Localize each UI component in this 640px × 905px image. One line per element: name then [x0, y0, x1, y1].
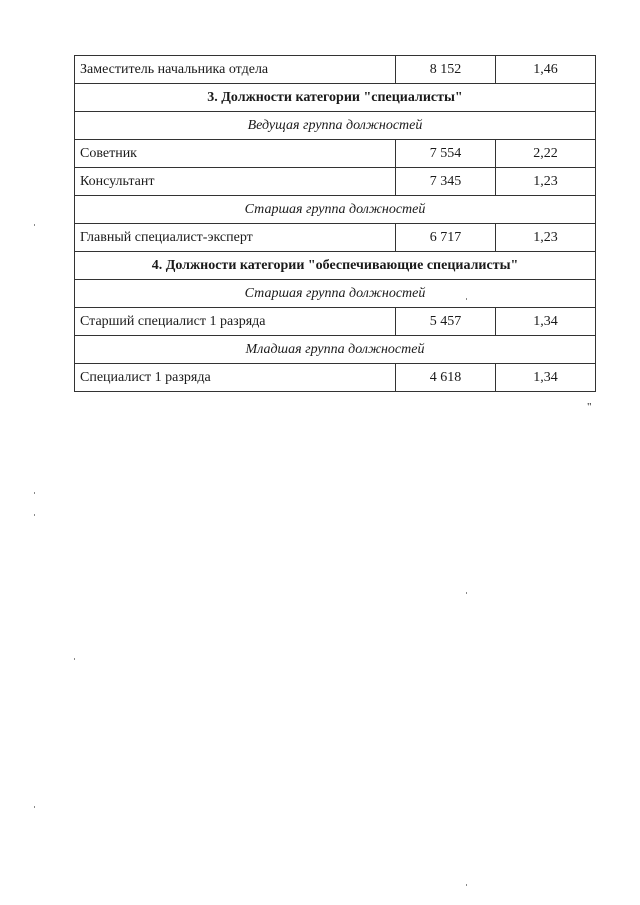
position-name-cell: Специалист 1 разряда	[75, 364, 396, 392]
group-heading: Старшая группа должностей	[75, 196, 596, 224]
position-name-cell: Старший специалист 1 разряда	[75, 308, 396, 336]
position-name-cell: Заместитель начальника отдела	[75, 56, 396, 84]
coefficient-cell: 1,23	[496, 168, 596, 196]
scan-speck	[34, 514, 35, 516]
coefficient-cell: 1,23	[496, 224, 596, 252]
group-header-row	[75, 336, 596, 364]
group-heading: Старшая группа должностей	[75, 280, 596, 308]
scan-speck	[34, 492, 35, 494]
section-heading: 3. Должности категории "специалисты"	[75, 84, 596, 112]
group-header-row	[75, 280, 596, 308]
coefficient-cell: 1,34	[496, 308, 596, 336]
section-header-row	[75, 252, 596, 280]
scan-speck	[74, 658, 75, 660]
group-header-row	[75, 112, 596, 140]
coefficient-cell: 1,34	[496, 364, 596, 392]
salary-table	[74, 55, 596, 392]
salary-cell: 6 717	[396, 224, 496, 252]
position-name-cell: Консультант	[75, 168, 396, 196]
closing-quote-mark: "	[587, 401, 592, 413]
group-heading: Младшая группа должностей	[75, 336, 596, 364]
coefficient-cell: 1,46	[496, 56, 596, 84]
table-row	[75, 224, 596, 252]
scan-speck	[466, 298, 467, 300]
table-row	[75, 364, 596, 392]
salary-cell: 8 152	[396, 56, 496, 84]
table-row	[75, 168, 596, 196]
table-row	[75, 140, 596, 168]
scan-speck	[34, 806, 35, 808]
salary-table-body	[75, 56, 596, 392]
group-heading: Ведущая группа должностей	[75, 112, 596, 140]
scan-speck	[466, 884, 467, 886]
coefficient-cell: 2,22	[496, 140, 596, 168]
scan-speck	[34, 224, 35, 226]
table-row	[75, 308, 596, 336]
section-header-row	[75, 84, 596, 112]
table-row	[75, 56, 596, 84]
section-heading: 4. Должности категории "обеспечивающие специалисты"	[75, 252, 596, 280]
salary-cell: 7 554	[396, 140, 496, 168]
position-name-cell: Советник	[75, 140, 396, 168]
scan-speck	[466, 592, 467, 594]
salary-cell: 5 457	[396, 308, 496, 336]
salary-cell: 7 345	[396, 168, 496, 196]
position-name-cell: Главный специалист-эксперт	[75, 224, 396, 252]
salary-cell: 4 618	[396, 364, 496, 392]
group-header-row	[75, 196, 596, 224]
